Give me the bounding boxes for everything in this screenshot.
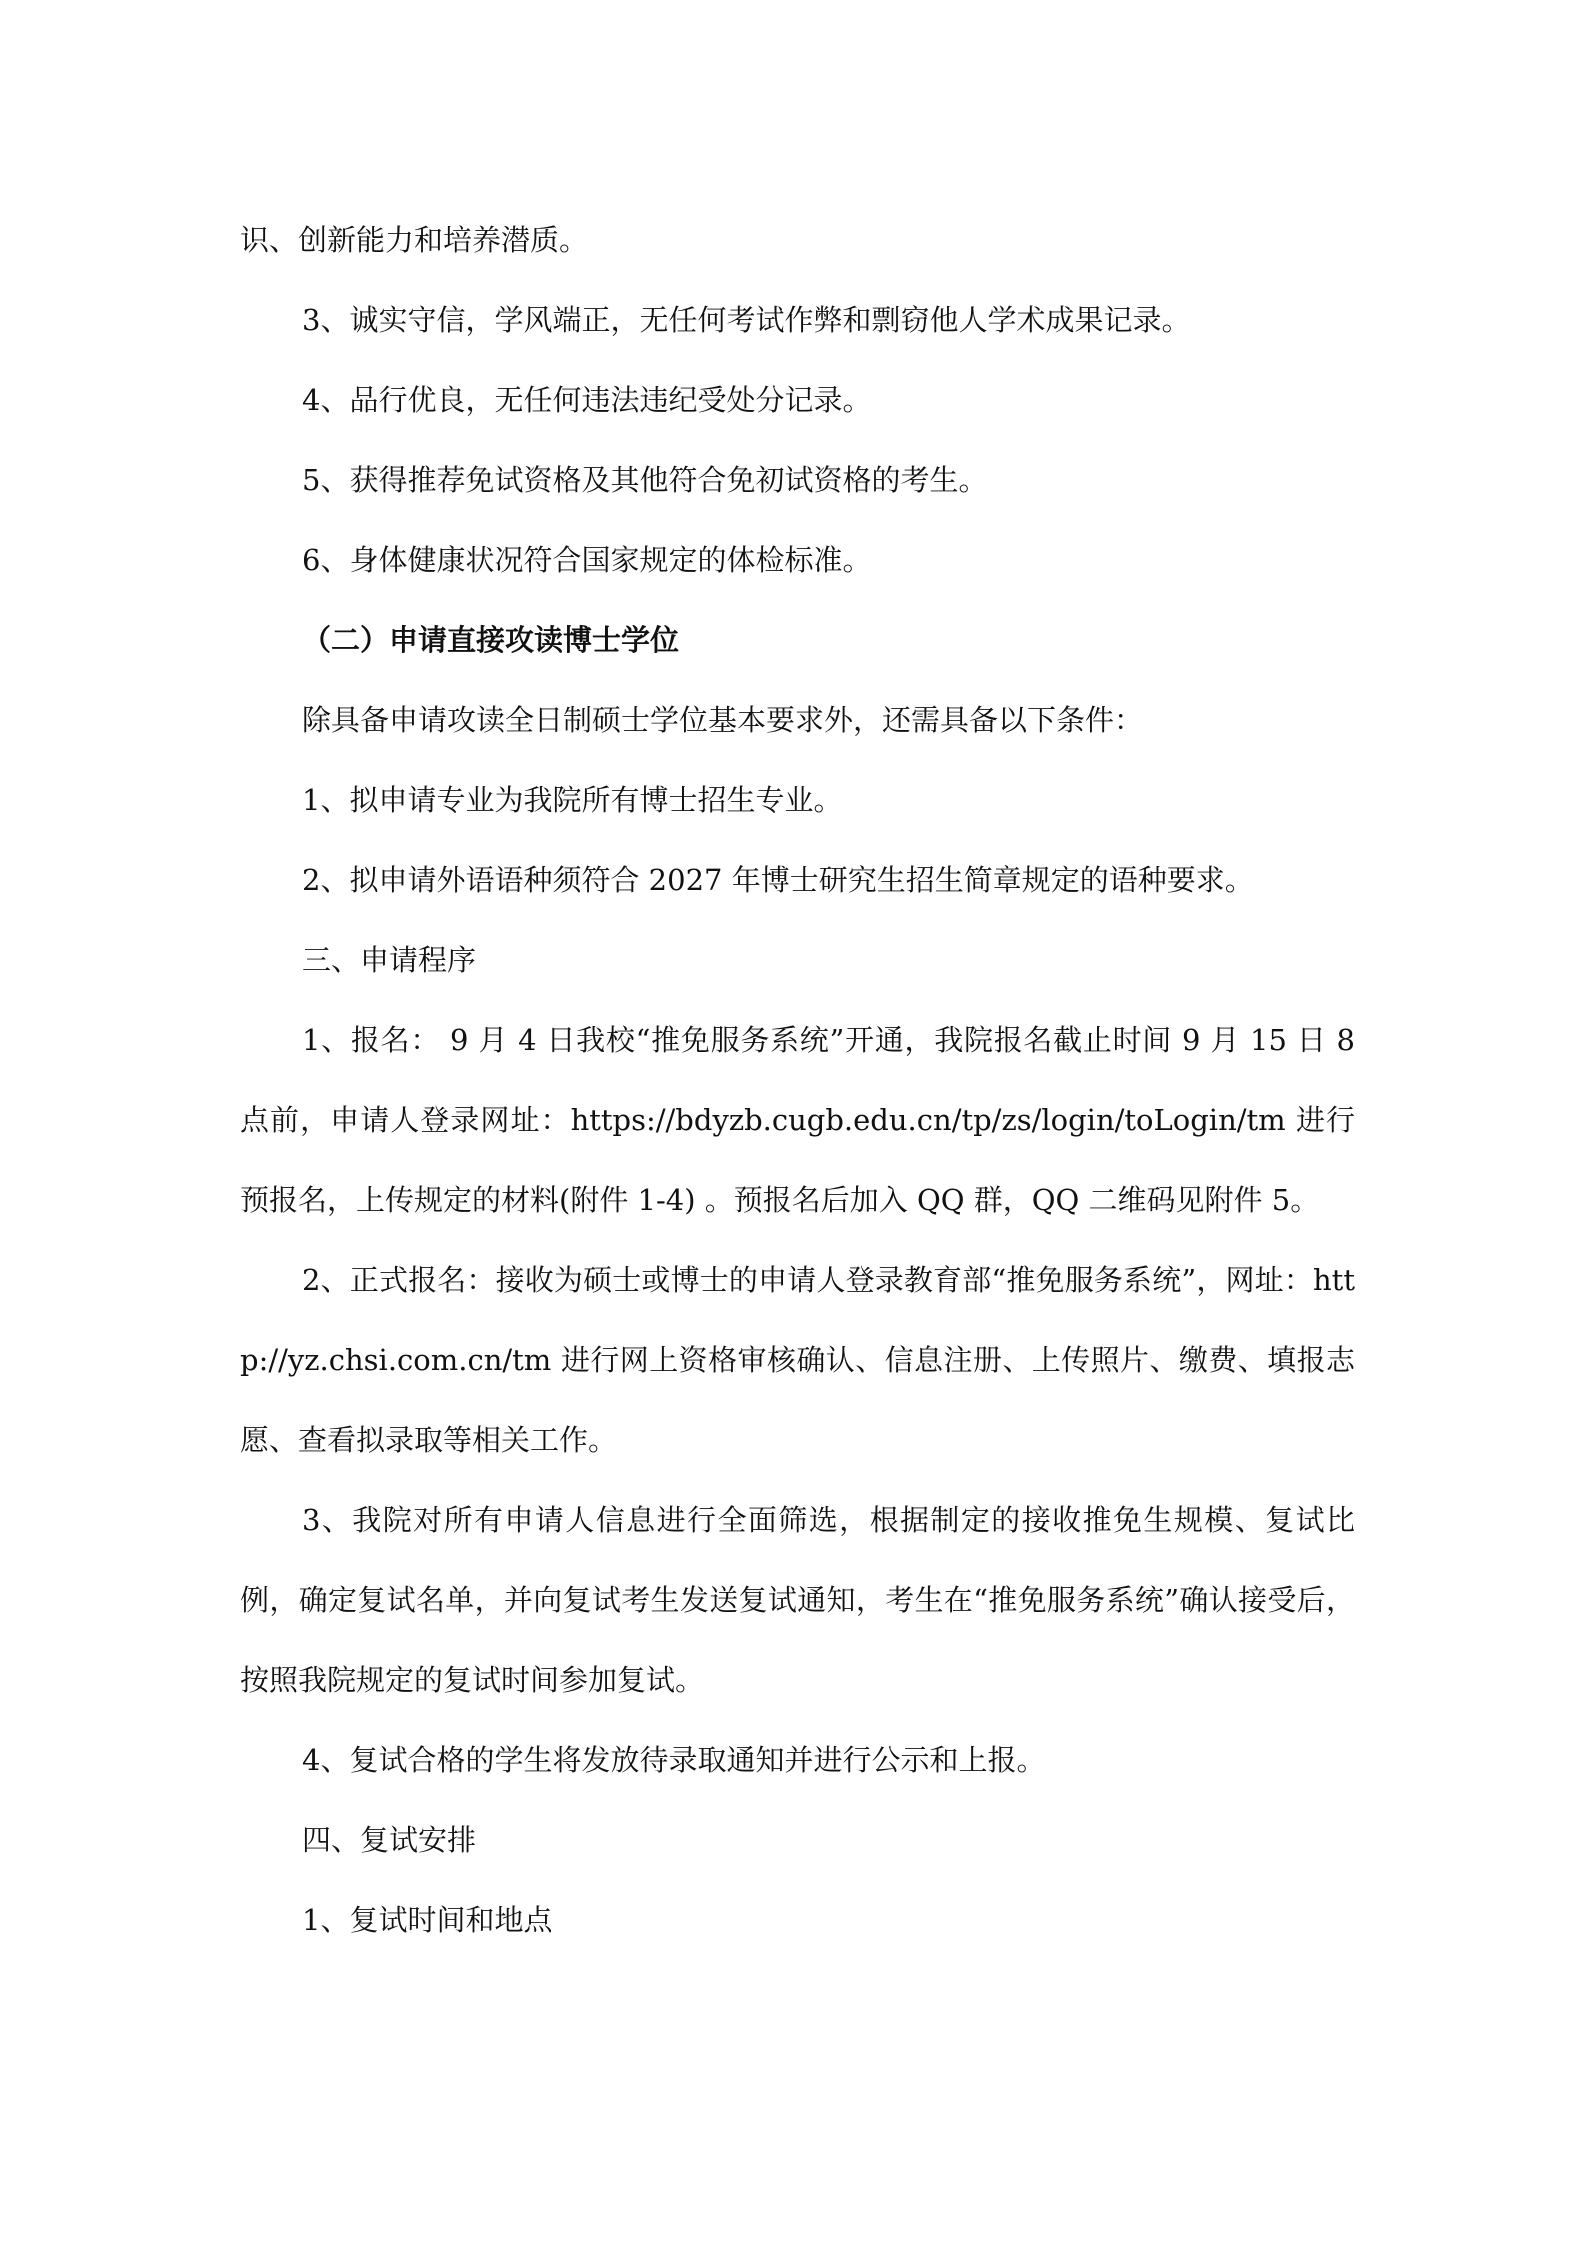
procedure-step-2: 2、正式报名：接收为硕士或博士的申请人登录教育部“推免服务系统”，网址：http://yz.chsi.com.cn/tm 进行网上资格审核确认、信息注册、上传照片、缴费、填报志愿、查看拟录取等相关工作。 [240,1263,1355,1457]
requirement-4: 4、品行优良，无任何违法违纪受处分记录。 [302,383,872,417]
paragraph-continuation: 识、创新能力和培养潜质。 [240,223,589,257]
phd-intro: 除具备申请攻读全日制硕士学位基本要求外，还需具备以下条件： [302,703,1144,737]
requirement-5: 5、获得推荐免试资格及其他符合免初试资格的考生。 [302,463,988,497]
procedure-step-1: 1、报名： 9 月 4 日我校“推免服务系统”开通，我院报名截止时间 9 月 15 日 8 点前，申请人登录网址：https://bdyzb.cugb.edu.cn/tp/zs/login/toLogin/tm 进行预报名，上传规定的材料(附件 1-4) 。预报名后加入 QQ 群，QQ 二维码见附件 5。 [240,1023,1355,1217]
section-heading-direct-phd: （二）申请直接攻读博士学位 [302,623,680,657]
requirement-6: 6、身体健康状况符合国家规定的体检标准。 [302,543,872,577]
phd-condition-1: 1、拟申请专业为我院所有博士招生专业。 [302,783,843,817]
procedure-step-3: 3、我院对所有申请人信息进行全面筛选，根据制定的接收推免生规模、复试比例，确定复试名单，并向复试考生发送复试通知，考生在“推免服务系统”确认接受后，按照我院规定的复试时间参加复试。 [240,1503,1355,1697]
requirement-3: 3、诚实守信，学风端正，无任何考试作弊和剽窃他人学术成果记录。 [302,303,1191,337]
phd-condition-2: 2、拟申请外语语种须符合 2027 年博士研究生招生简章规定的语种要求。 [302,863,1254,897]
document-body [240,200,1355,1960]
section-heading-reexam: 四、复试安排 [302,1823,477,1857]
procedure-step-4: 4、复试合格的学生将发放待录取通知并进行公示和上报。 [302,1743,1046,1777]
reexam-item-1: 1、复试时间和地点 [302,1903,553,1937]
section-heading-procedure: 三、申请程序 [302,943,477,977]
